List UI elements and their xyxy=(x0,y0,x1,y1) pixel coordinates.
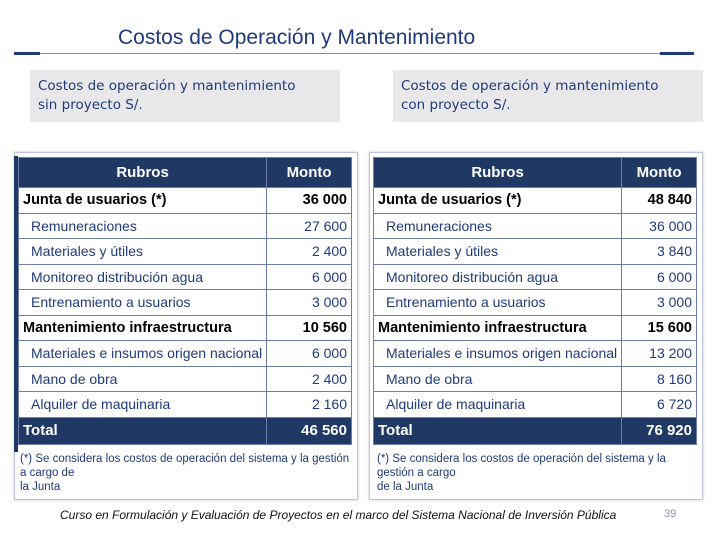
left-heading-line1: Costos de operación y mantenimiento xyxy=(38,78,296,94)
row-amount: 36 000 xyxy=(622,213,697,239)
total-label: Total xyxy=(19,417,267,444)
row-label: Junta de usuarios (*) xyxy=(374,188,622,214)
left-col-monto: Monto xyxy=(267,158,352,188)
table-row xyxy=(19,188,352,214)
row-amount: 2 160 xyxy=(267,392,352,418)
row-amount: 8 160 xyxy=(622,366,697,392)
row-amount: 36 000 xyxy=(267,188,352,214)
row-amount: 2 400 xyxy=(267,366,352,392)
left-col-rubros: Rubros xyxy=(19,158,267,188)
table-row xyxy=(19,290,352,316)
table-row xyxy=(19,264,352,290)
row-label: Mano de obra xyxy=(374,366,622,392)
row-label: Materiales e insumos origen nacional xyxy=(374,341,622,367)
row-label: Monitoreo distribución agua xyxy=(374,264,622,290)
row-amount: 27 600 xyxy=(267,213,352,239)
right-footnote-line1: (*) Se considera los costos de operación del sistema y la gestión a cargo xyxy=(377,453,666,479)
table-row xyxy=(19,239,352,265)
title-rule-right xyxy=(660,52,694,55)
row-label: Monitoreo distribución agua xyxy=(19,264,267,290)
total-row xyxy=(19,417,352,444)
table-row xyxy=(19,315,352,341)
table-row xyxy=(19,366,352,392)
table-row xyxy=(19,341,352,367)
row-amount: 3 840 xyxy=(622,239,697,265)
left-footnote-line1: (*) Se considera los costos de operación del sistema y la gestión a cargo de xyxy=(20,453,350,479)
row-amount: 15 600 xyxy=(622,315,697,341)
row-label: Materiales e insumos origen nacional xyxy=(19,341,267,367)
table-row xyxy=(19,392,352,418)
row-label: Mantenimiento infraestructura xyxy=(19,315,267,341)
row-amount: 10 560 xyxy=(267,315,352,341)
row-label: Materiales y útiles xyxy=(374,239,622,265)
left-heading-line2: sin proyecto S/. xyxy=(38,97,143,113)
right-col-monto: Monto xyxy=(622,158,697,188)
page-number: 39 xyxy=(664,508,677,520)
total-label: Total xyxy=(374,417,622,444)
right-footnote xyxy=(377,452,699,494)
row-amount: 6 000 xyxy=(267,264,352,290)
row-label: Alquiler de maquinaria xyxy=(374,392,622,418)
total-amount: 46 560 xyxy=(267,417,352,444)
row-amount: 3 000 xyxy=(267,290,352,316)
table-row xyxy=(374,188,697,214)
row-label: Alquiler de maquinaria xyxy=(19,392,267,418)
left-footnote-line2: la Junta xyxy=(20,481,61,493)
table-row xyxy=(374,392,697,418)
right-heading-line1: Costos de operación y mantenimiento xyxy=(401,78,659,94)
row-amount: 6 720 xyxy=(622,392,697,418)
row-amount: 13 200 xyxy=(622,341,697,367)
row-amount: 6 000 xyxy=(267,341,352,367)
row-amount: 6 000 xyxy=(622,264,697,290)
table-row xyxy=(374,315,697,341)
left-footnote xyxy=(20,452,356,494)
row-amount: 2 400 xyxy=(267,239,352,265)
title-rule-line xyxy=(40,53,660,54)
row-label: Remuneraciones xyxy=(19,213,267,239)
table-row xyxy=(374,366,697,392)
table-row xyxy=(374,239,697,265)
left-cost-table xyxy=(18,157,352,445)
row-amount: 3 000 xyxy=(622,290,697,316)
right-col-rubros: Rubros xyxy=(374,158,622,188)
row-label: Entrenamiento a usuarios xyxy=(19,290,267,316)
title-rule-left xyxy=(14,52,40,55)
row-label: Junta de usuarios (*) xyxy=(19,188,267,214)
table-row xyxy=(374,264,697,290)
right-footnote-line2: de la Junta xyxy=(377,481,434,493)
total-row xyxy=(374,417,697,444)
row-label: Mano de obra xyxy=(19,366,267,392)
table-row xyxy=(374,213,697,239)
right-heading-box xyxy=(393,70,703,122)
right-cost-table xyxy=(373,157,697,445)
slide-footer: Curso en Formulación y Evaluación de Proyectos en el marco del Sistema Nacional de Inversión Pública xyxy=(60,508,617,522)
slide-title: Costos de Operación y Mantenimiento xyxy=(118,26,476,49)
right-heading-line2: con proyecto S/. xyxy=(401,97,511,113)
row-amount: 48 840 xyxy=(622,188,697,214)
table-row xyxy=(374,290,697,316)
left-heading-box xyxy=(30,70,340,122)
table-row xyxy=(374,341,697,367)
row-label: Entrenamiento a usuarios xyxy=(374,290,622,316)
total-amount: 76 920 xyxy=(622,417,697,444)
row-label: Mantenimiento infraestructura xyxy=(374,315,622,341)
row-label: Materiales y útiles xyxy=(19,239,267,265)
row-label: Remuneraciones xyxy=(374,213,622,239)
table-row xyxy=(19,213,352,239)
